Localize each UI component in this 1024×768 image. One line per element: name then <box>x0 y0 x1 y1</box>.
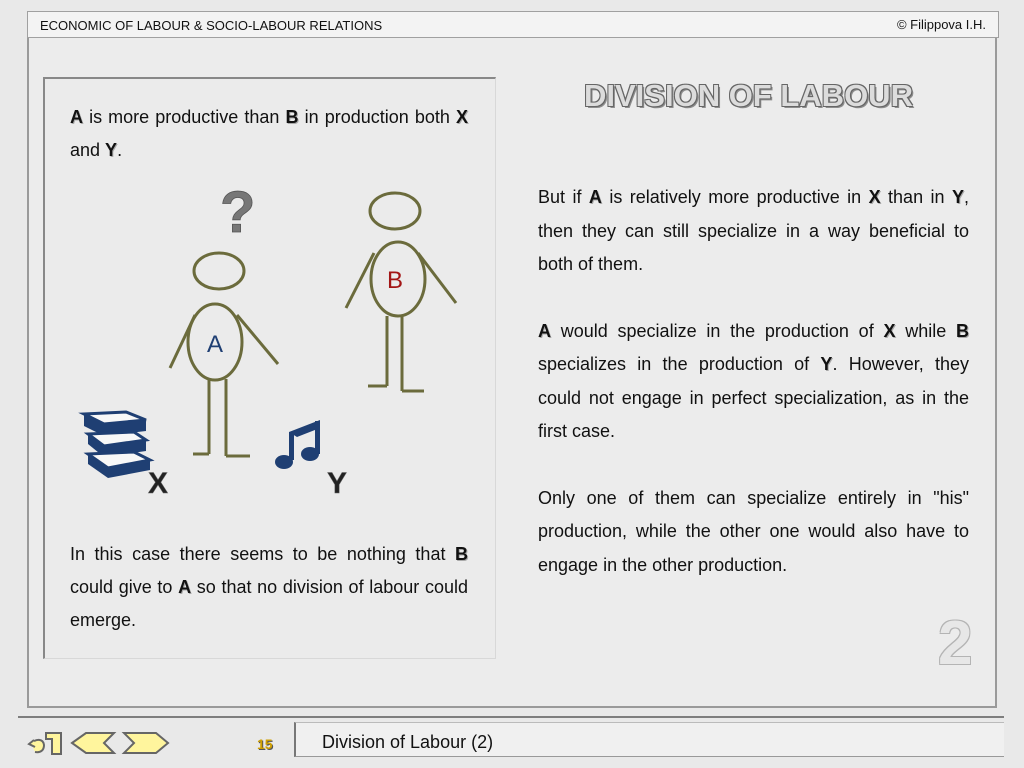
product-y-label: Y <box>327 467 348 500</box>
person-a-label: A <box>207 331 224 358</box>
text-segment: specializes in the production of <box>538 354 821 374</box>
slide-title: DIVISION OF LABOUR <box>584 78 913 113</box>
question-mark <box>220 180 255 245</box>
person-b-label: B <box>387 267 404 294</box>
text-segment: , then they can still specialize in a way beneficial to both of them. <box>538 187 969 274</box>
text-segment: while <box>895 320 956 341</box>
paragraph-partial-specialization: Only one of them can specialize entirely in "his" production, while the other one would also have to engage in the other production. <box>538 487 969 575</box>
text-segment: In this case there seems to be nothing that <box>70 544 455 564</box>
label-b: B <box>956 320 969 341</box>
text-segment: in production both <box>298 107 456 127</box>
next-arrow-icon[interactable] <box>124 733 168 753</box>
text-segment: could give to <box>70 577 179 597</box>
label-x: X <box>455 107 468 127</box>
label-a: A <box>70 107 83 127</box>
label-x: X <box>868 187 881 207</box>
footer-divider <box>18 716 1004 718</box>
left-intro-text <box>70 101 468 167</box>
left-conclusion-text <box>70 538 468 637</box>
section-number: 2 <box>938 609 973 678</box>
label-a: A <box>178 577 192 597</box>
text-segment: . <box>117 140 123 160</box>
label-b: B <box>285 107 299 127</box>
course-title: ECONOMIC OF LABOUR & SOCIO-LABOUR RELATIONS <box>40 18 383 33</box>
text-segment: . However, they could not engage in perfect specialization, as in the first case. <box>538 354 969 441</box>
paragraph-relative-productivity <box>538 181 969 282</box>
slide-header <box>27 11 999 38</box>
footer-title: Division of Labour (2) <box>322 732 494 752</box>
text-segment: would specialize in the production of <box>551 320 884 341</box>
music-note-icon <box>275 420 320 469</box>
label-y: Y <box>105 140 118 160</box>
text-segment: But if <box>538 187 589 207</box>
books-icon <box>84 412 150 478</box>
label-a: A <box>538 320 551 341</box>
person-a-figure <box>170 253 278 456</box>
author-credit: © Filippova I.H. <box>896 17 986 32</box>
label-y: Y <box>951 187 964 207</box>
comparison-illustration <box>70 176 470 506</box>
navigation-controls <box>26 728 176 758</box>
text-segment: than in <box>880 187 952 207</box>
label-y: Y <box>820 354 833 374</box>
svg-text:?: ? <box>220 180 256 245</box>
previous-arrow-icon[interactable] <box>72 733 114 753</box>
product-x-label: X <box>148 467 169 500</box>
return-icon[interactable] <box>29 733 61 754</box>
label-x: X <box>883 320 896 341</box>
right-explanation <box>538 181 969 615</box>
text-segment: is more productive than <box>83 107 286 127</box>
text-segment: is relatively more productive in <box>601 187 869 207</box>
label-a: A <box>588 187 602 207</box>
text-segment: so that no division of labour could emerge. <box>70 577 468 630</box>
page-number: 15 <box>257 736 273 752</box>
label-b: B <box>455 544 468 564</box>
text-segment: and <box>70 140 106 160</box>
paragraph-specialization <box>538 315 969 449</box>
